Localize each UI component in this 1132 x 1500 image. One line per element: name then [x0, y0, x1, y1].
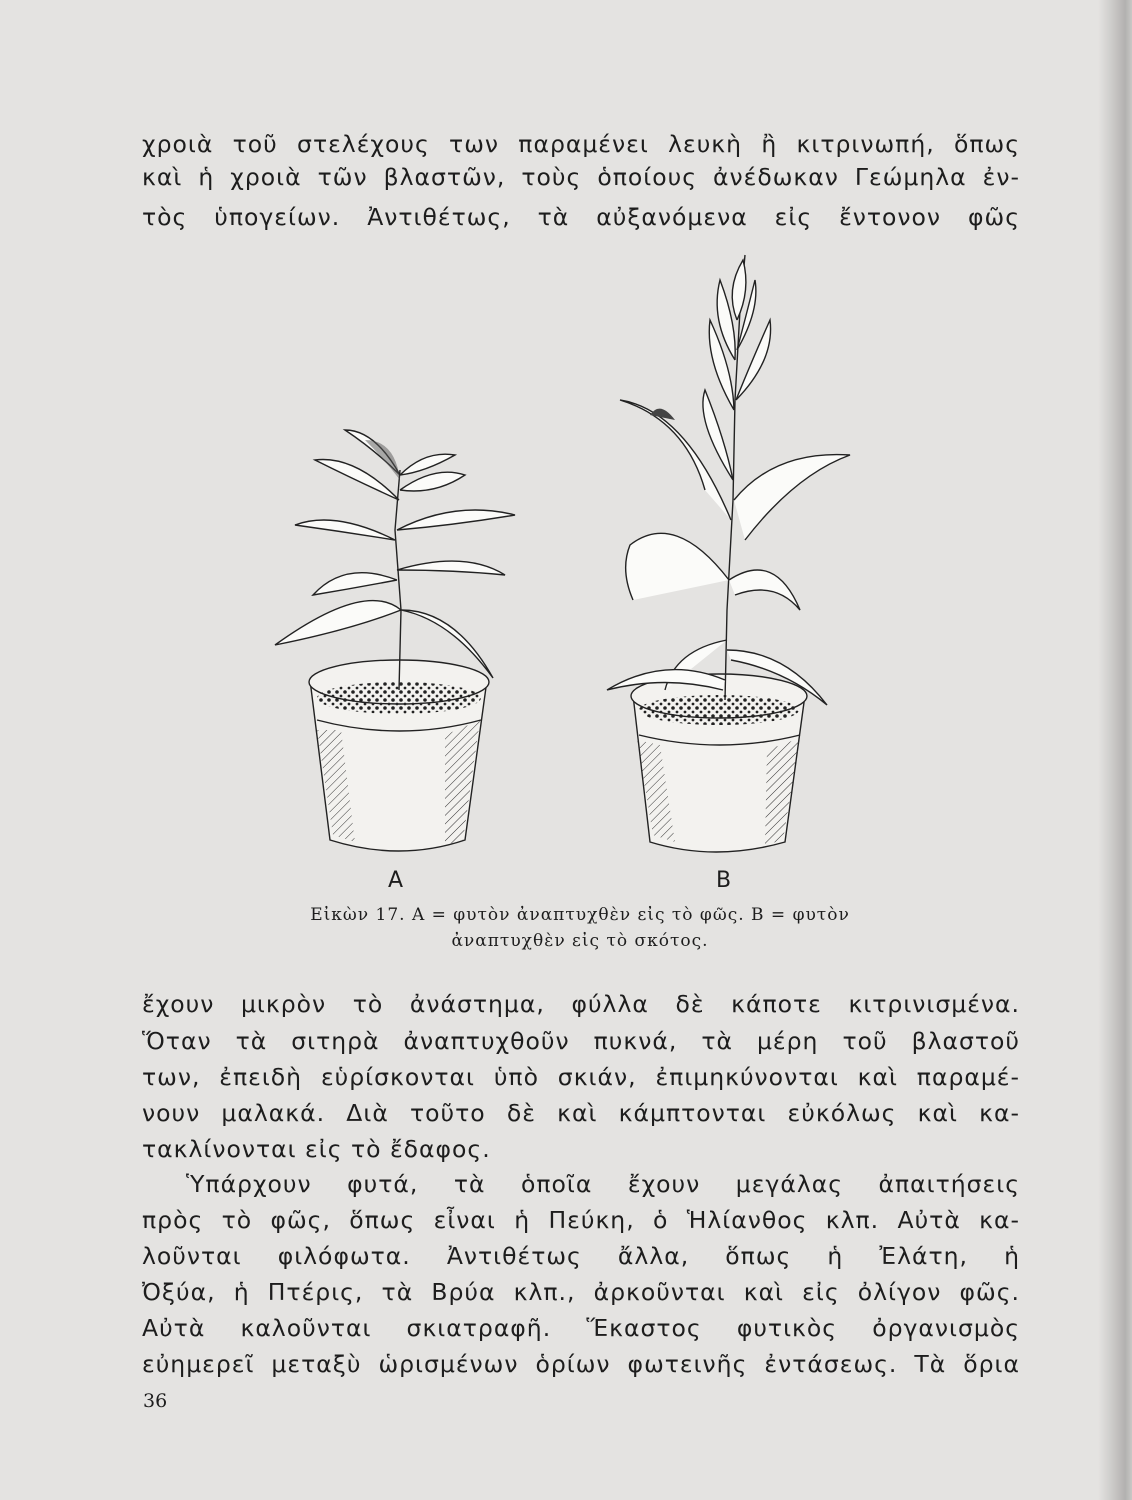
text-line: ἔχουν μικρὸν τὸ ἀνάστημα, φύλλα δὲ κάποτε κιτρινισμένα. — [142, 990, 1020, 1018]
plant-a-drawing — [275, 430, 515, 851]
figure-label-a: A — [388, 868, 404, 893]
text-line: τὸς ὑπογείων. Ἀντιθέτως, τὰ αὐξανόμενα εἰς ἔντονον φῶς — [142, 203, 1020, 231]
figure-caption-line2: ἀναπτυχθὲν εἰς τὸ σκότος. — [451, 931, 709, 951]
book-binding-shadow — [1098, 0, 1132, 1500]
text-line: Ὅταν τὰ σιτηρὰ ἀναπτυχθοῦν πυκνά, τὰ μέρη τοῦ βλαστοῦ — [142, 1027, 1020, 1055]
text-line: χροιὰ τοῦ στελέχους των παραμένει λευκὴ ἢ κιτρινωπή, ὅπως — [142, 130, 1020, 158]
text-line: των, ἐπειδὴ εὑρίσκονται ὑπὸ σκιάν, ἐπιμηκύνονται καὶ παραμέ- — [142, 1063, 1020, 1091]
plant-b-drawing — [607, 255, 850, 852]
page-number: 36 — [143, 1390, 168, 1412]
text-line: Ὑπάρχουν φυτά, τὰ ὁποῖα ἔχουν μεγάλας ἀπαιτήσεις — [186, 1170, 1020, 1198]
text-line: πρὸς τὸ φῶς, ὅπως εἶναι ἡ Πεύκη, ὁ Ἡλίανθος κλπ. Αὐτὰ κα- — [142, 1206, 1020, 1234]
text-line: Αὐτὰ καλοῦνται σκιατραφῆ. Ἕκαστος φυτικὸς ὀργανισμὸς — [142, 1314, 1020, 1342]
text-line: τακλίνονται εἰς τὸ ἔδαφος. — [142, 1135, 491, 1163]
figure-caption-line1: Εἰκὼν 17. Α = φυτὸν ἀναπτυχθὲν εἰς τὸ φῶς. Β = φυτὸν — [310, 905, 850, 925]
text-line: Ὀξύα, ἡ Πτέρις, τὰ Βρύα κλπ., ἀρκοῦνται καὶ εἰς ὀλίγον φῶς. — [142, 1278, 1020, 1306]
figure-label-b: B — [716, 868, 732, 893]
text-line: νουν μαλακά. Διὰ τοῦτο δὲ καὶ κάμπτονται εὐκόλως καὶ κα- — [142, 1099, 1020, 1127]
figure-plants-illustration — [255, 250, 855, 865]
text-line: καὶ ἡ χροιὰ τῶν βλαστῶν, τοὺς ὁποίους ἀνέδωκαν Γεώμηλα ἐν- — [142, 163, 1020, 191]
text-line: λοῦνται φιλόφωτα. Ἀντιθέτως ἄλλα, ὅπως ἡ Ἐλάτη, ἡ — [142, 1242, 1020, 1270]
text-line: εὐημερεῖ μεταξὺ ὡρισμένων ὁρίων φωτεινῆς ἐντάσεως. Τὰ ὅρια — [142, 1350, 1020, 1378]
